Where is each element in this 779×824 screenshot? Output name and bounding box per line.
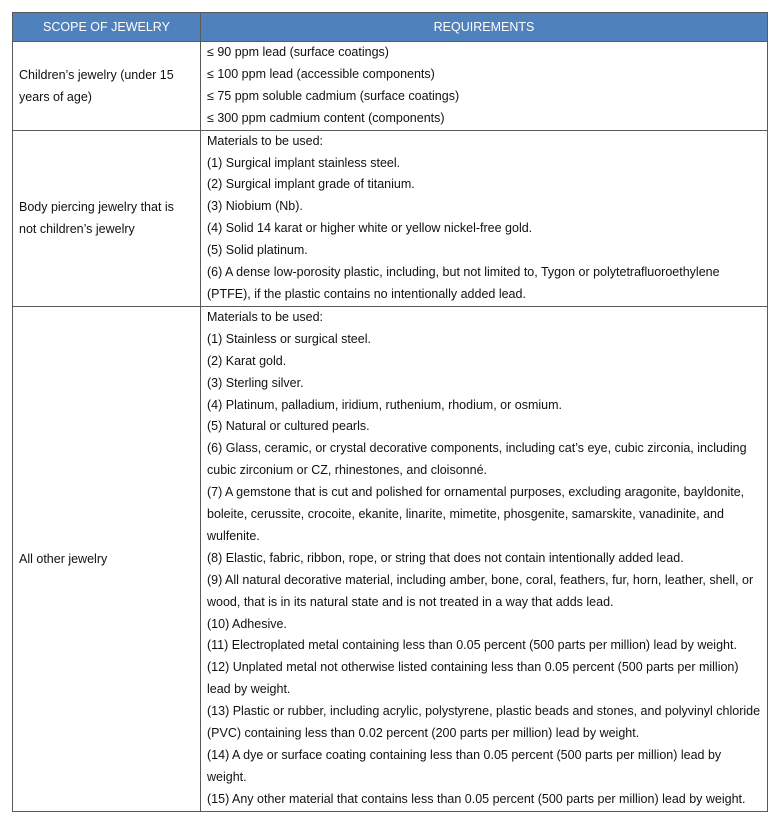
requirement-line: (12) Unplated metal not otherwise listed containing less than 0.05 percent (500 parts per million) lead by weight. [207, 660, 739, 697]
requirement-line: ≤ 90 ppm lead (surface coatings) [207, 45, 389, 59]
requirement-line: (2) Karat gold. [207, 353, 287, 368]
requirement-line: (5) Natural or cultured pearls. [207, 419, 370, 434]
requirements-cell [201, 130, 768, 306]
requirements-cell [201, 306, 768, 811]
table-row-all-other-jewelry [13, 306, 768, 811]
requirement-line: (4) Platinum, palladium, iridium, ruthenium, rhodium, or osmium. [207, 397, 562, 412]
requirement-line: (7) A gemstone that is cut and polished for ornamental purposes, excluding aragonite, bayldonite, boleite, cerussite, crocoite, ekanite, linarite, mimetite, phosgenite, samarskite, vanadinite, and wulfenite. [207, 485, 745, 543]
header-scope: SCOPE OF JEWELRY [13, 13, 201, 42]
requirements-cell [201, 42, 768, 131]
requirement-line: (1) Stainless or surgical steel. [207, 331, 371, 346]
requirement-line: ≤ 300 ppm cadmium content (components) [207, 110, 445, 125]
requirement-line: ≤ 100 ppm lead (accessible components) [207, 66, 435, 81]
requirement-line: (3) Sterling silver. [207, 375, 304, 390]
table-row-body-piercing-jewelry [13, 130, 768, 306]
header-requirements: REQUIREMENTS [201, 13, 768, 42]
jewelry-requirements-table [12, 12, 768, 812]
requirement-line: Materials to be used: [207, 133, 324, 148]
requirement-line: (8) Elastic, fabric, ribbon, rope, or string that does not contain intentionally added lead. [207, 550, 684, 565]
requirement-line: (15) Any other material that contains less than 0.05 percent (500 parts per million) lead by weight. [207, 791, 746, 806]
requirement-line: (2) Surgical implant grade of titanium. [207, 177, 415, 192]
requirement-line: (6) Glass, ceramic, or crystal decorative components, including cat’s eye, cubic zirconia, including cubic zirconium or CZ, rhinestones, and cloisonné. [207, 441, 747, 478]
requirement-line: (11) Electroplated metal containing less than 0.05 percent (500 parts per million) lead by weight. [207, 638, 737, 653]
requirement-line: (3) Niobium (Nb). [207, 199, 303, 214]
requirement-line: (6) A dense low-porosity plastic, including, but not limited to, Tygon or polytetrafluoroethylene (PTFE), if the plastic contains no intentionally added lead. [207, 265, 720, 301]
scope-cell: Body piercing jewelry that is not children’s jewelry [13, 130, 201, 306]
requirement-line: (4) Solid 14 karat or higher white or yellow nickel-free gold. [207, 221, 533, 236]
requirement-line: (1) Surgical implant stainless steel. [207, 155, 401, 170]
table-row-childrens-jewelry [13, 42, 768, 131]
jewelry-requirements-table-wrapper [12, 12, 767, 812]
scope-cell: All other jewelry [13, 306, 201, 811]
requirement-line: (13) Plastic or rubber, including acrylic, polystyrene, plastic beads and stones, and polyvinyl chloride (PVC) containing less than 0.02 percent (200 parts per million) lead by weight. [207, 704, 761, 741]
table-header-row [13, 13, 768, 42]
requirement-line: (5) Solid platinum. [207, 243, 308, 258]
requirement-line: (14) A dye or surface coating containing less than 0.05 percent (500 parts per million) lead by weight. [207, 748, 722, 784]
requirement-line: Materials to be used: [207, 309, 324, 324]
scope-cell: Children’s jewelry (under 15 years of age) [13, 42, 201, 131]
requirement-line: (9) All natural decorative material, including amber, bone, coral, feathers, fur, horn, leather, shell, or wood, that is in its natural state and is not treated in a way that adds lead. [207, 572, 754, 609]
requirement-line: ≤ 75 ppm soluble cadmium (surface coatings) [207, 88, 460, 103]
requirement-line: (10) Adhesive. [207, 616, 287, 631]
